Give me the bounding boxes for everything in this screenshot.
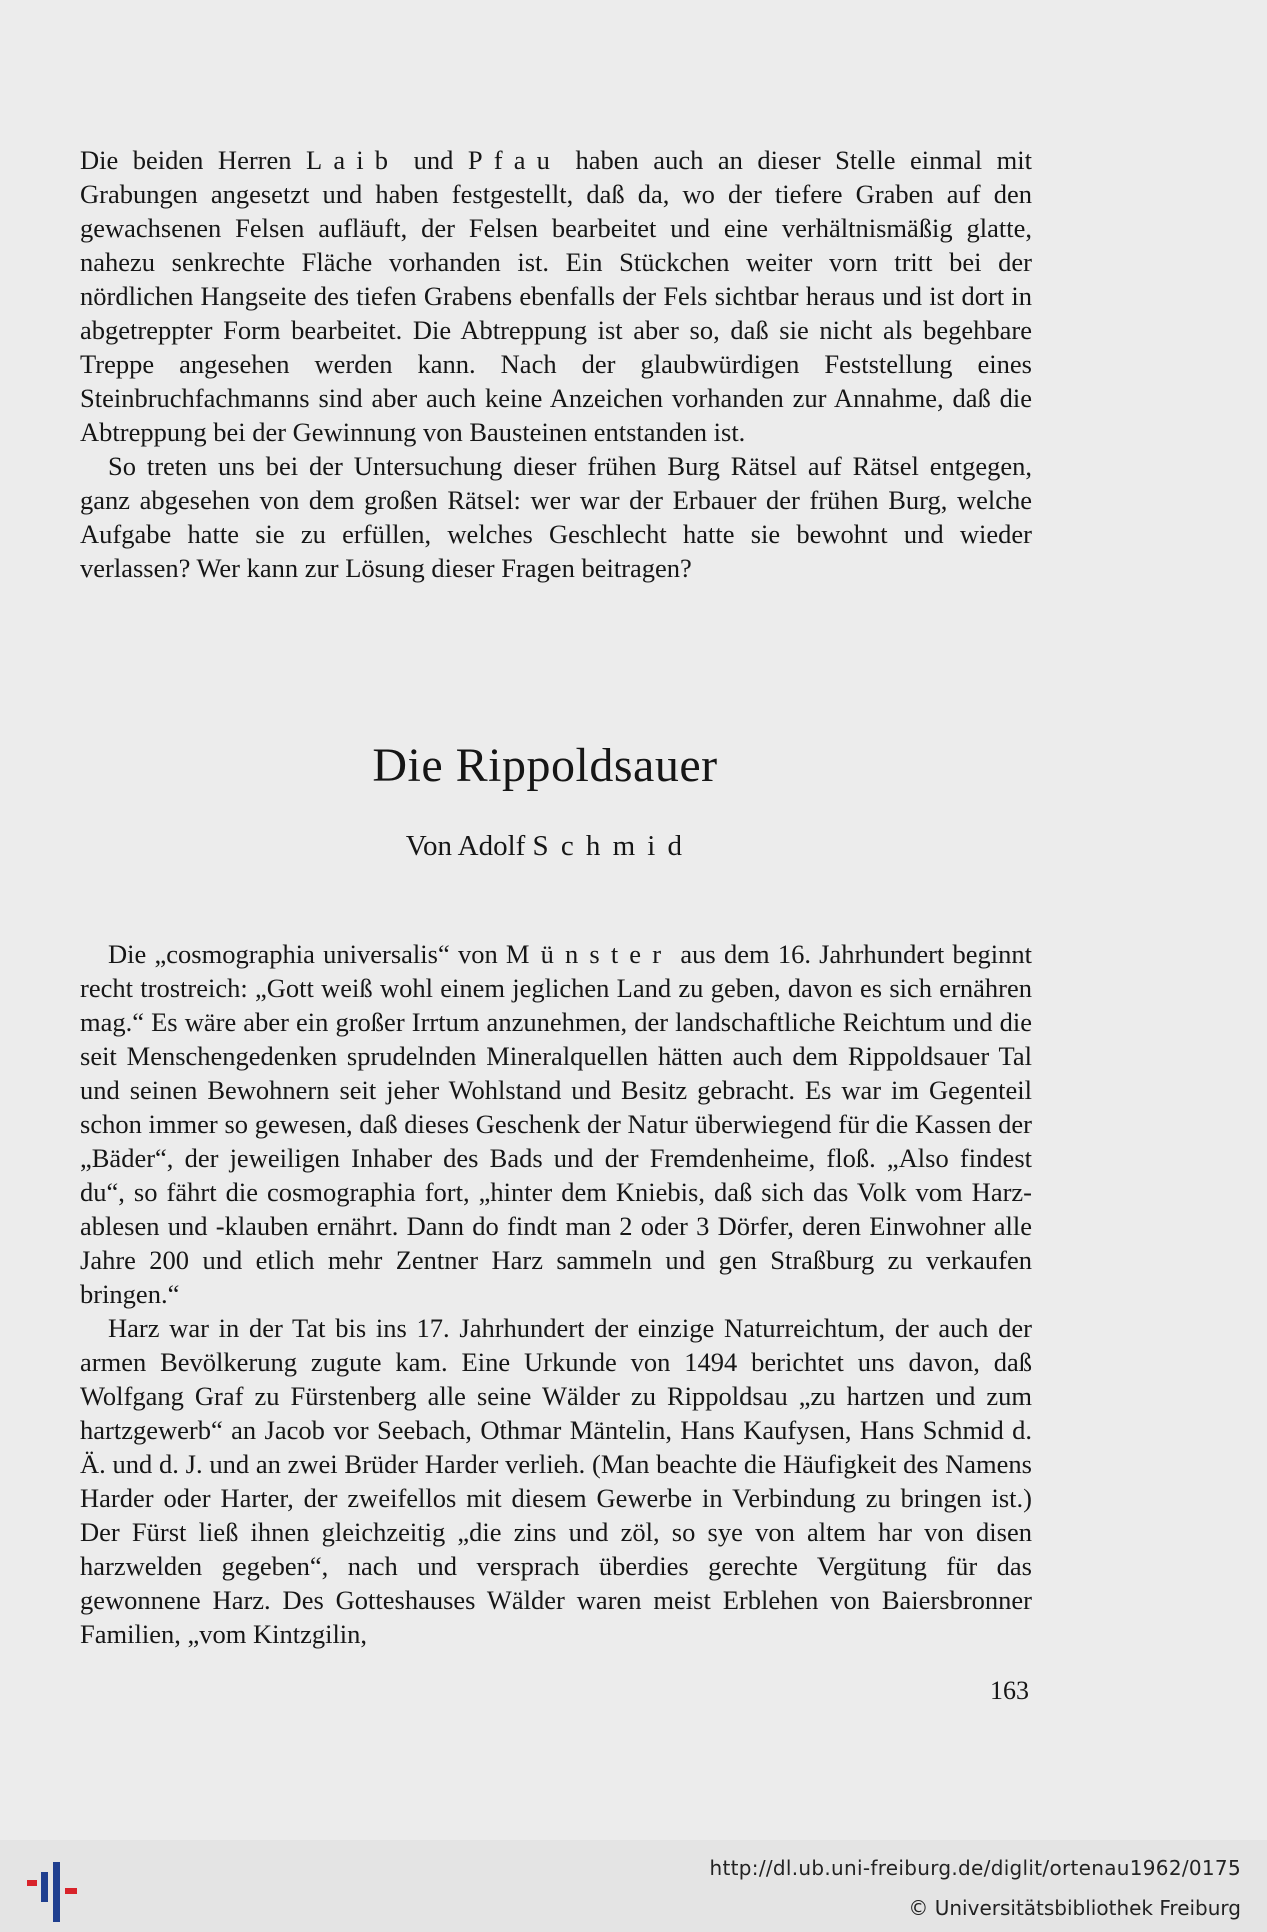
footer-bar [0,1840,1267,1932]
page-number: 163 [990,1676,1029,1705]
paragraph: Die „cosmographia universalis“ von Münster aus dem 16. Jahrhundert beginnt recht trostreich: „Gott weiß wohl einem jeglichen Land zu geben, davon es sich ernähren mag.“ Es wäre aber ein großer Irrtum anzunehmen, der landschaftliche Reichtum und die seit Menschengedenken sprudelnden Mineralquellen hätten auch dem Rippoldsauer Tal und seinen Bewohnern seit jeher Wohlstand und Besitz gebracht. Es war im Gegenteil schon immer so gewesen, daß dieses Geschenk der Natur überwiegend für die Kassen der „Bäder“, der jeweiligen Inhaber des Bads und der Fremdenheime, floß. „Also findest du“, so fährt die cosmographia fort, „hinter dem Kniebis, daß sich das Volk vom Harz-ablesen und -klauben ernährt. Dann do findt man 2 oder 3 Dörfer, deren Einwohner alle Jahre 200 und etlich mehr Zentner Harz sammeln und gen Straßburg zu verkaufen bringen.“ [80,939,1032,1309]
spaced-name: Laib [306,145,400,175]
article-body [80,937,1032,1651]
ub-freiburg-logo-icon [27,1852,83,1922]
article-author: Von Adolf Schmid [405,830,695,862]
paragraph: So treten uns bei der Untersuchung dieser frühen Burg Rätsel auf Rätsel entgegen, ganz abgesehen von dem großen Rätsel: wer war der Erbauer der frühen Burg, welche Aufgabe hatte sie zu erfüllen, welches Geschlecht hatte sie bewohnt und wieder verlassen? Wer kann zur Lösung dieser Fragen beitragen? [80,451,1032,583]
source-url-link[interactable]: http://dl.ub.uni-freiburg.de/diglit/ortenau1962/0175 [709,1856,1241,1880]
preceding-article-text [80,143,1032,585]
copyright-text: © Universitätsbibliothek Freiburg [908,1896,1241,1920]
spaced-name: Münster [505,939,673,969]
paragraph: Die beiden Herren Laib und Pfau haben auch an dieser Stelle einmal mit Grabungen angesetzt und haben festgestellt, daß da, wo der tiefere Graben auf den gewachsenen Felsen aufläuft, der Felsen bearbeitet und eine verhältnismäßig glatte, nahezu senkrechte Fläche vorhanden ist. Ein Stückchen weiter vorn tritt bei der nördlichen Hangseite des tiefen Grabens ebenfalls der Fels sichtbar heraus und ist dort in abgetreppter Form bearbeitet. Die Abtreppung ist aber so, daß sie nicht als begehbare Treppe angesehen werden kann. Nach der glaubwürdigen Feststellung eines Steinbruchfachmanns sind aber auch keine Anzeichen vorhanden zur Annahme, daß die Abtreppung bei der Gewinnung von Bausteinen entstanden ist. [80,145,1032,447]
article-title: Die Rippoldsauer [372,739,718,792]
author-surname: Schmid [532,830,695,862]
spaced-name: Pfau [467,145,561,175]
paragraph: Harz war in der Tat bis ins 17. Jahrhundert der einzige Naturreichtum, der auch der armen Bevölkerung zugute kam. Eine Urkunde von 1494 berichtet uns davon, daß Wolfgang Graf zu Fürstenberg alle seine Wälder zu Rippoldsau „zu hartzen und zum hartzgewerb“ an Jacob vor Seebach, Othmar Mäntelin, Hans Kaufysen, Hans Schmid d. Ä. und d. J. und an zwei Brüder Harder verlieh. (Man beachte die Häufigkeit des Namens Harder oder Harter, der zweifellos mit diesem Gewerbe in Verbindung zu bringen ist.) Der Fürst ließ ihnen gleichzeitig „die zins und zöl, so sye von altem har von disen harzwelden gegeben“, nach und versprach überdies gerechte Vergütung für das gewonnene Harz. Des Gotteshauses Wälder waren meist Erblehen von Baiersbronner Familien, „vom Kintzgilin, [80,1313,1032,1649]
